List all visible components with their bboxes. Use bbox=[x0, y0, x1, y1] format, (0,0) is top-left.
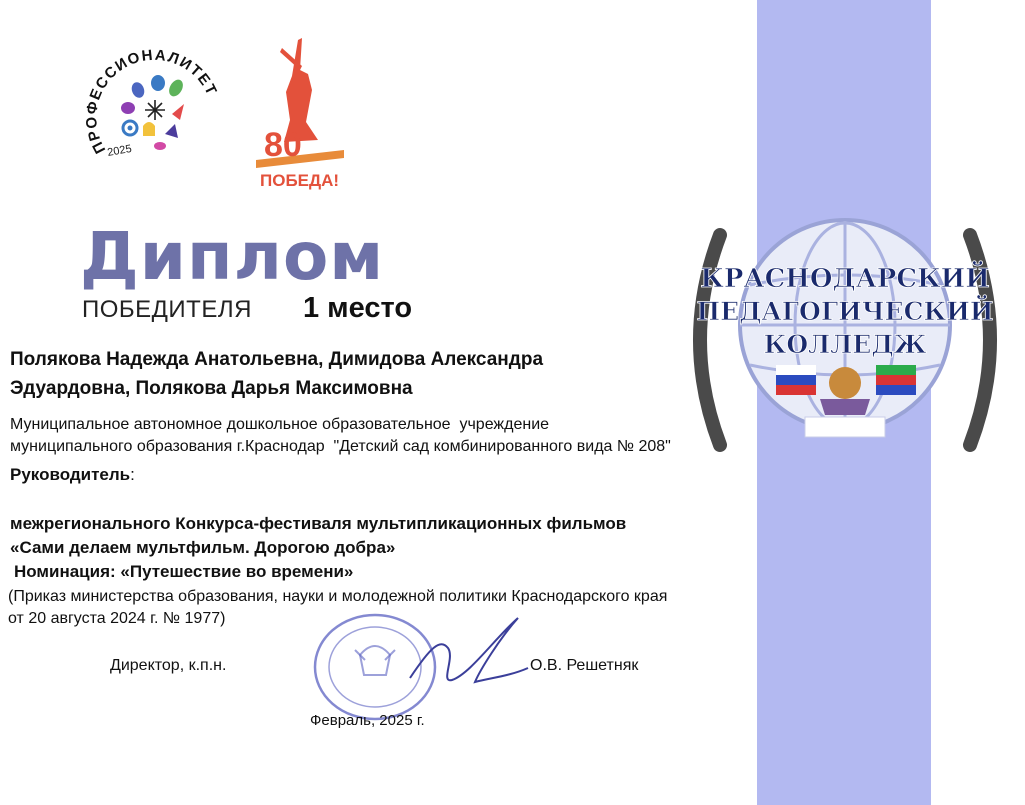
contest-line1: межрегионального Конкурса-фестиваля мультипликационных фильмов bbox=[10, 514, 627, 533]
diploma-subtitle: ПОБЕДИТЕЛЯ bbox=[82, 296, 252, 323]
contest-name bbox=[10, 512, 730, 560]
logo-year: 2025 bbox=[106, 142, 133, 159]
contest-line2: «Сами делаем мультфильм. Дорогою добра» bbox=[10, 538, 396, 557]
professionalitet-text: ПРОФЕССИОНАЛИТЕТ bbox=[83, 46, 221, 157]
order-line2: от 20 августа 2024 г. № 1977) bbox=[8, 610, 226, 627]
issue-date: Февраль, 2025 г. bbox=[310, 712, 425, 729]
order-line1: (Приказ министерства образования, науки и молодежной политики Краснодарского края bbox=[8, 588, 668, 605]
svg-text:ПРОФЕССИОНАЛИТЕТ bbox=[83, 47, 220, 157]
winner-names-line2: Эдуардовна, Полякова Дарья Максимовна bbox=[10, 378, 413, 399]
organization-line2: муниципального образования г.Краснодар "Детский сад комбинированного вида № 208" bbox=[10, 438, 671, 455]
college-name-line3: КОЛЛЕДЖ bbox=[763, 330, 927, 359]
director-title: Директор, к.п.н. bbox=[110, 657, 227, 674]
victory-number: 80 bbox=[264, 126, 302, 164]
organization bbox=[10, 414, 730, 458]
order-reference bbox=[8, 586, 728, 630]
diploma-title: Диплом bbox=[80, 218, 385, 295]
leader bbox=[10, 465, 135, 485]
professionalitet-logo bbox=[80, 38, 230, 188]
winner-names bbox=[10, 345, 630, 403]
nomination: Номинация: «Путешествие во времени» bbox=[14, 562, 354, 581]
organization-line1: Муниципальное автономное дошкольное образовательное учреждение bbox=[10, 416, 550, 433]
leader-colon: : bbox=[130, 465, 135, 484]
college-name-line1: КРАСНОДАРСКИЙ bbox=[700, 264, 990, 294]
victory-80-logo bbox=[250, 30, 350, 195]
place-label: 1 место bbox=[303, 292, 413, 324]
college-name-line2: ПЕДАГОГИЧЕСКИЙ bbox=[696, 297, 994, 326]
victory-text: ПОБЕДА! bbox=[260, 171, 340, 190]
winner-names-line1: Полякова Надежда Анатольевна, Димидова Александра bbox=[10, 349, 544, 370]
director-name: О.В. Решетняк bbox=[530, 657, 639, 674]
leader-label: Руководитель bbox=[10, 465, 131, 484]
